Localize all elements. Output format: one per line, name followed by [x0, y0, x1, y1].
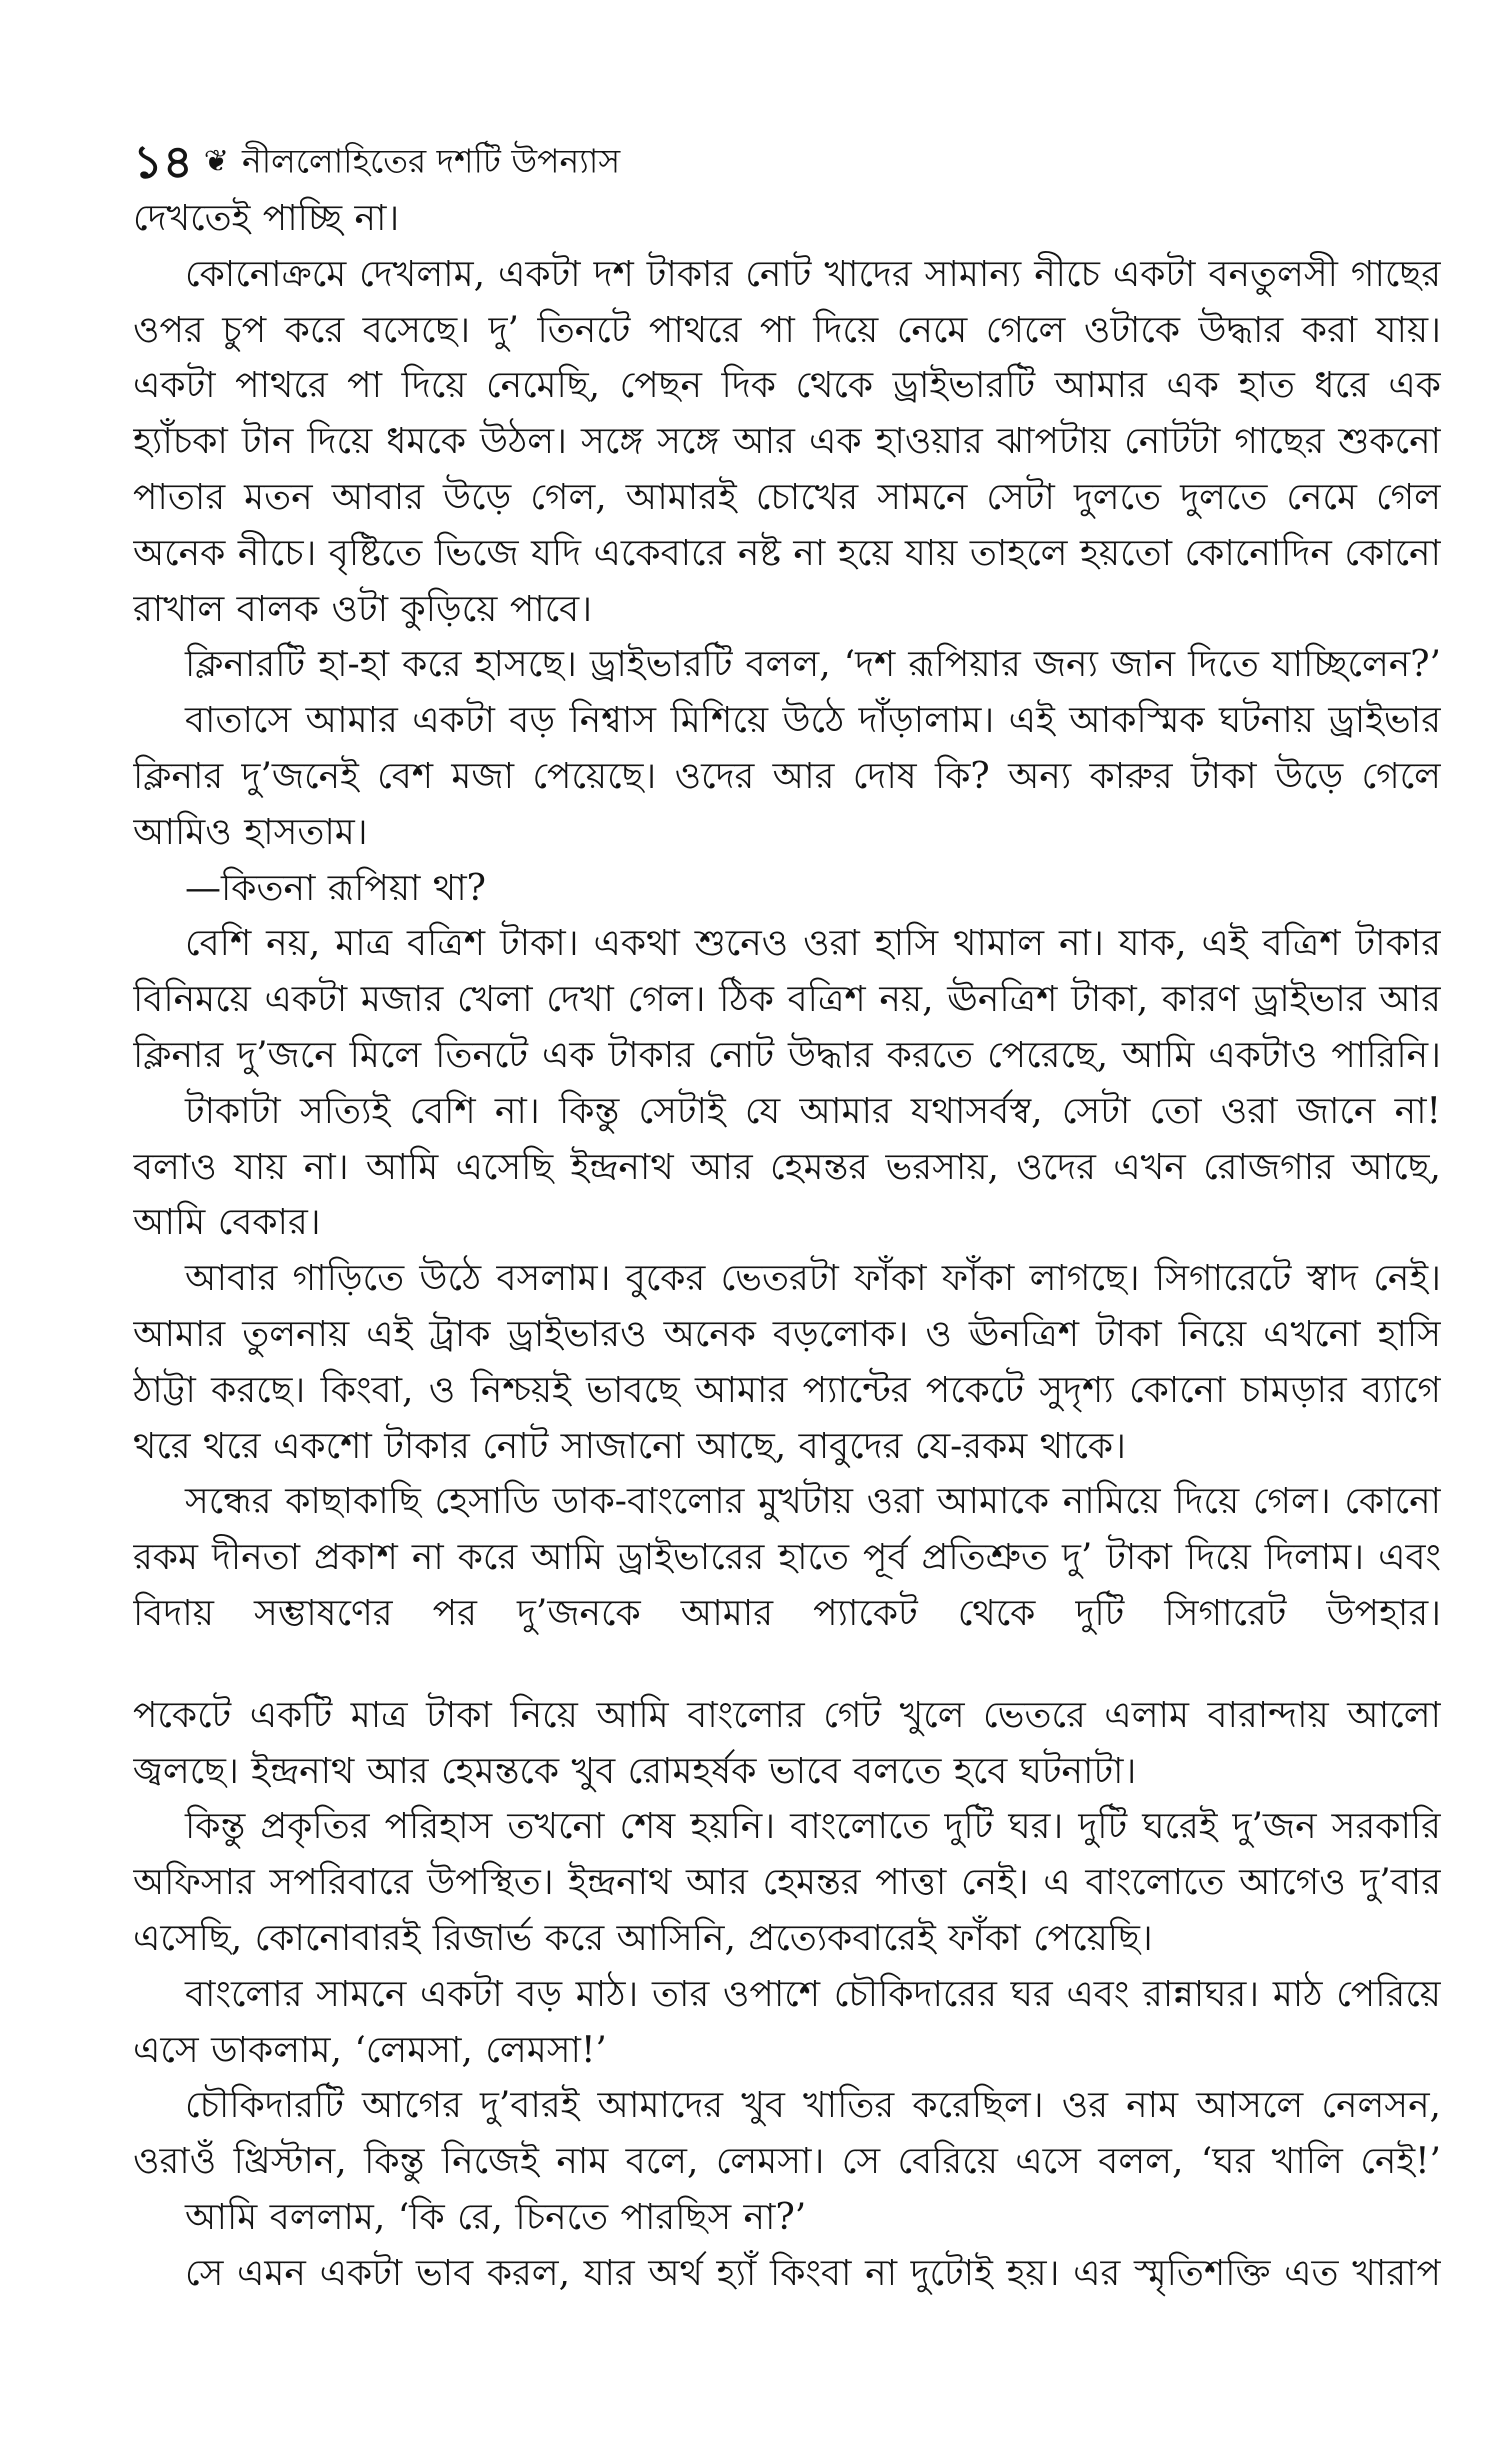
text-line: সে এমন একটা ভাব করল, যার অর্থ হ্যাঁ কিংবা না দুটোই হয়। এর স্মৃতিশক্তি এত খারাপ — [185, 2252, 1441, 2294]
paragraph — [133, 2190, 1441, 2246]
text-line: এসে ডাকলাম, ‘লেমসা, লেমসা!’ — [133, 2029, 607, 2071]
text-line: রাখাল বালক ওটা কুড়িয়ে পাবে। — [133, 588, 593, 630]
text-line: হ্যাঁচকা টান দিয়ে ধমকে উঠল। সঙ্গে সঙ্গে আর এক হাওয়ার ঝাপটায় নোটটা গাছের শুকনো — [133, 421, 1441, 463]
text-line: সন্ধের কাছাকাছি হেসাডি ডাক-বাংলোর মুখটায় ওরা আমাকে নামিয়ে দিয়ে গেল। কোনো — [185, 1481, 1441, 1523]
text-line: আমি বললাম, ‘কি রে, চিনতে পারছিস না?’ — [185, 2196, 807, 2238]
text-line: ক্লিনার দু’জনেই বেশ মজা পেয়েছে। ওদের আর দোষ কি? অন্য কারুর টাকা উড়ে গেলে — [133, 755, 1441, 797]
section-break — [133, 1642, 1441, 1688]
text-line: আমিও হাসতাম। — [133, 811, 368, 853]
text-line: বলাও যায় না। আমি এসেছি ইন্দ্রনাথ আর হেমন্তর ভরসায়, ওদের এখন রোজগার আছে, — [133, 1146, 1441, 1188]
paragraph — [133, 1084, 1441, 1251]
text-line: একটা পাথরে পা দিয়ে নেমেছি, পেছন দিক থেকে ড্রাইভারটি আমার এক হাত ধরে এক — [133, 365, 1441, 407]
paragraph — [133, 191, 1441, 247]
text-line: থরে থরে একশো টাকার নোট সাজানো আছে, বাবুদের যে-রকম থাকে। — [133, 1425, 1126, 1467]
text-line: আমার তুলনায় এই ট্রাক ড্রাইভারও অনেক বড়লোক। ও ঊনত্রিশ টাকা নিয়ে এখনো হাসি — [133, 1313, 1441, 1355]
text-section — [133, 191, 1441, 1642]
text-line: ওপর চুপ করে বসেছে। দু’ তিনটে পাথরে পা দিয়ে নেমে গেলে ওটাকে উদ্ধার করা যায়। — [133, 309, 1441, 351]
text-line: বাংলোর সামনে একটা বড় মাঠ। তার ওপাশে চৌকিদারের ঘর এবং রান্নাঘর। মাঠ পেরিয়ে — [185, 1973, 1441, 2015]
text-line: পকেটে একটি মাত্র টাকা নিয়ে আমি বাংলোর গেট খুলে ভেতরে এলাম বারান্দায় আলো — [133, 1694, 1441, 1736]
text-line: বিনিময়ে একটা মজার খেলা দেখা গেল। ঠিক বত্রিশ নয়, ঊনত্রিশ টাকা, কারণ ড্রাইভার আর — [133, 979, 1441, 1021]
paragraph — [133, 1474, 1441, 1641]
text-line: বাতাসে আমার একটা বড় নিশ্বাস মিশিয়ে উঠে দাঁড়ালাম। এই আকস্মিক ঘটনায় ড্রাইভার — [185, 700, 1441, 742]
text-line: ক্লিনারটি হা-হা করে হাসছে। ড্রাইভারটি বলল, ‘দশ রূপিয়ার জন্য জান দিতে যাচ্ছিলেন?’ — [185, 644, 1441, 686]
text-line: টাকাটা সত্যিই বেশি না। কিন্তু সেটাই যে আমার যথাসর্বস্ব, সেটা তো ওরা জানে না! — [185, 1090, 1441, 1132]
paragraph — [133, 693, 1441, 860]
text-line: ওরাওঁ খ্রিস্টান, কিন্তু নিজেই নাম বলে, লেমসা। সে বেরিয়ে এসে বলল, ‘ঘর খালি নেই!’ — [133, 2141, 1441, 2183]
text-line: অনেক নীচে। বৃষ্টিতে ভিজে যদি একেবারে নষ্ট না হয়ে যায় তাহলে হয়তো কোনোদিন কোনো — [133, 532, 1441, 574]
text-line: বেশি নয়, মাত্র বত্রিশ টাকা। একথা শুনেও ওরা হাসি থামাল না। যাক, এই বত্রিশ টাকার — [185, 923, 1441, 965]
text-line: ক্লিনার দু’জনে মিলে তিনটে এক টাকার নোট উদ্ধার করতে পেরেছে, আমি একটাও পারিনি। — [133, 1034, 1441, 1076]
text-line: পাতার মতন আবার উড়ে গেল, আমারই চোখের সামনে সেটা দুলতে দুলতে নেমে গেল — [133, 476, 1441, 518]
paragraph — [133, 247, 1441, 638]
text-line: কিন্তু প্রকৃতির পরিহাস তখনো শেষ হয়নি। বাংলোতে দুটি ঘর। দুটি ঘরেই দু’জন সরকারি — [185, 1806, 1441, 1848]
paragraph — [133, 916, 1441, 1083]
paragraph — [133, 637, 1441, 693]
text-line: ঠাট্টা করছে। কিংবা, ও নিশ্চয়ই ভাবছে আমার প্যান্টের পকেটে সুদৃশ্য কোনো চামড়ার ব্যাগে — [133, 1369, 1441, 1411]
book-title: নীললোহিতের দশটি উপন্যাস — [242, 141, 621, 181]
paragraph — [133, 2078, 1441, 2190]
paragraph — [133, 2246, 1441, 2302]
paragraph — [133, 1967, 1441, 2079]
text-line: কোনোক্রমে দেখলাম, একটা দশ টাকার নোট খাদের সামান্য নীচে একটা বনতুলসী গাছের — [185, 253, 1441, 295]
page-body — [133, 191, 1441, 2301]
paragraph — [133, 861, 1441, 917]
text-line: আমি বেকার। — [133, 1202, 321, 1244]
page-number: ১৪ — [133, 134, 193, 189]
floral-ornament-icon: ❦ — [203, 143, 229, 179]
text-line: চৌকিদারটি আগের দু’বারই আমাদের খুব খাতির করেছিল। ওর নাম আসলে নেলসন, — [185, 2085, 1441, 2127]
text-line: দেখতেই পাচ্ছি না। — [133, 198, 400, 239]
running-header — [133, 133, 1441, 189]
text-line: অফিসার সপরিবারে উপস্থিত। ইন্দ্রনাথ আর হেমন্তর পাত্তা নেই। এ বাংলোতে আগেও দু’বার — [133, 1862, 1441, 1904]
paragraph — [133, 1799, 1441, 1966]
text-line: আবার গাড়িতে উঠে বসলাম। বুকের ভেতরটা ফাঁকা ফাঁকা লাগছে। সিগারেটে স্বাদ নেই। — [185, 1258, 1441, 1300]
text-line: —কিতনা রূপিয়া থা? — [185, 867, 486, 909]
text-line: এসেছি, কোনোবারই রিজার্ভ করে আসিনি, প্রত্যেকবারেই ফাঁকা পেয়েছি। — [133, 1917, 1153, 1959]
text-line: রকম দীনতা প্রকাশ না করে আমি ড্রাইভারের হাতে পূর্ব প্রতিশ্রুত দু’ টাকা দিয়ে দিলাম। এবং — [133, 1537, 1441, 1579]
text-section — [133, 1688, 1441, 2302]
text-line: বিদায় সম্ভাষণের পর দু’জনকে আমার প্যাকেট থেকে দুটি সিগারেট উপহার। — [133, 1592, 1441, 1634]
paragraph — [133, 1688, 1441, 1800]
text-line: জ্বলছে। ইন্দ্রনাথ আর হেমন্তকে খুব রোমহর্ষক ভাবে বলতে হবে ঘটনাটা। — [133, 1750, 1137, 1792]
paragraph — [133, 1251, 1441, 1474]
